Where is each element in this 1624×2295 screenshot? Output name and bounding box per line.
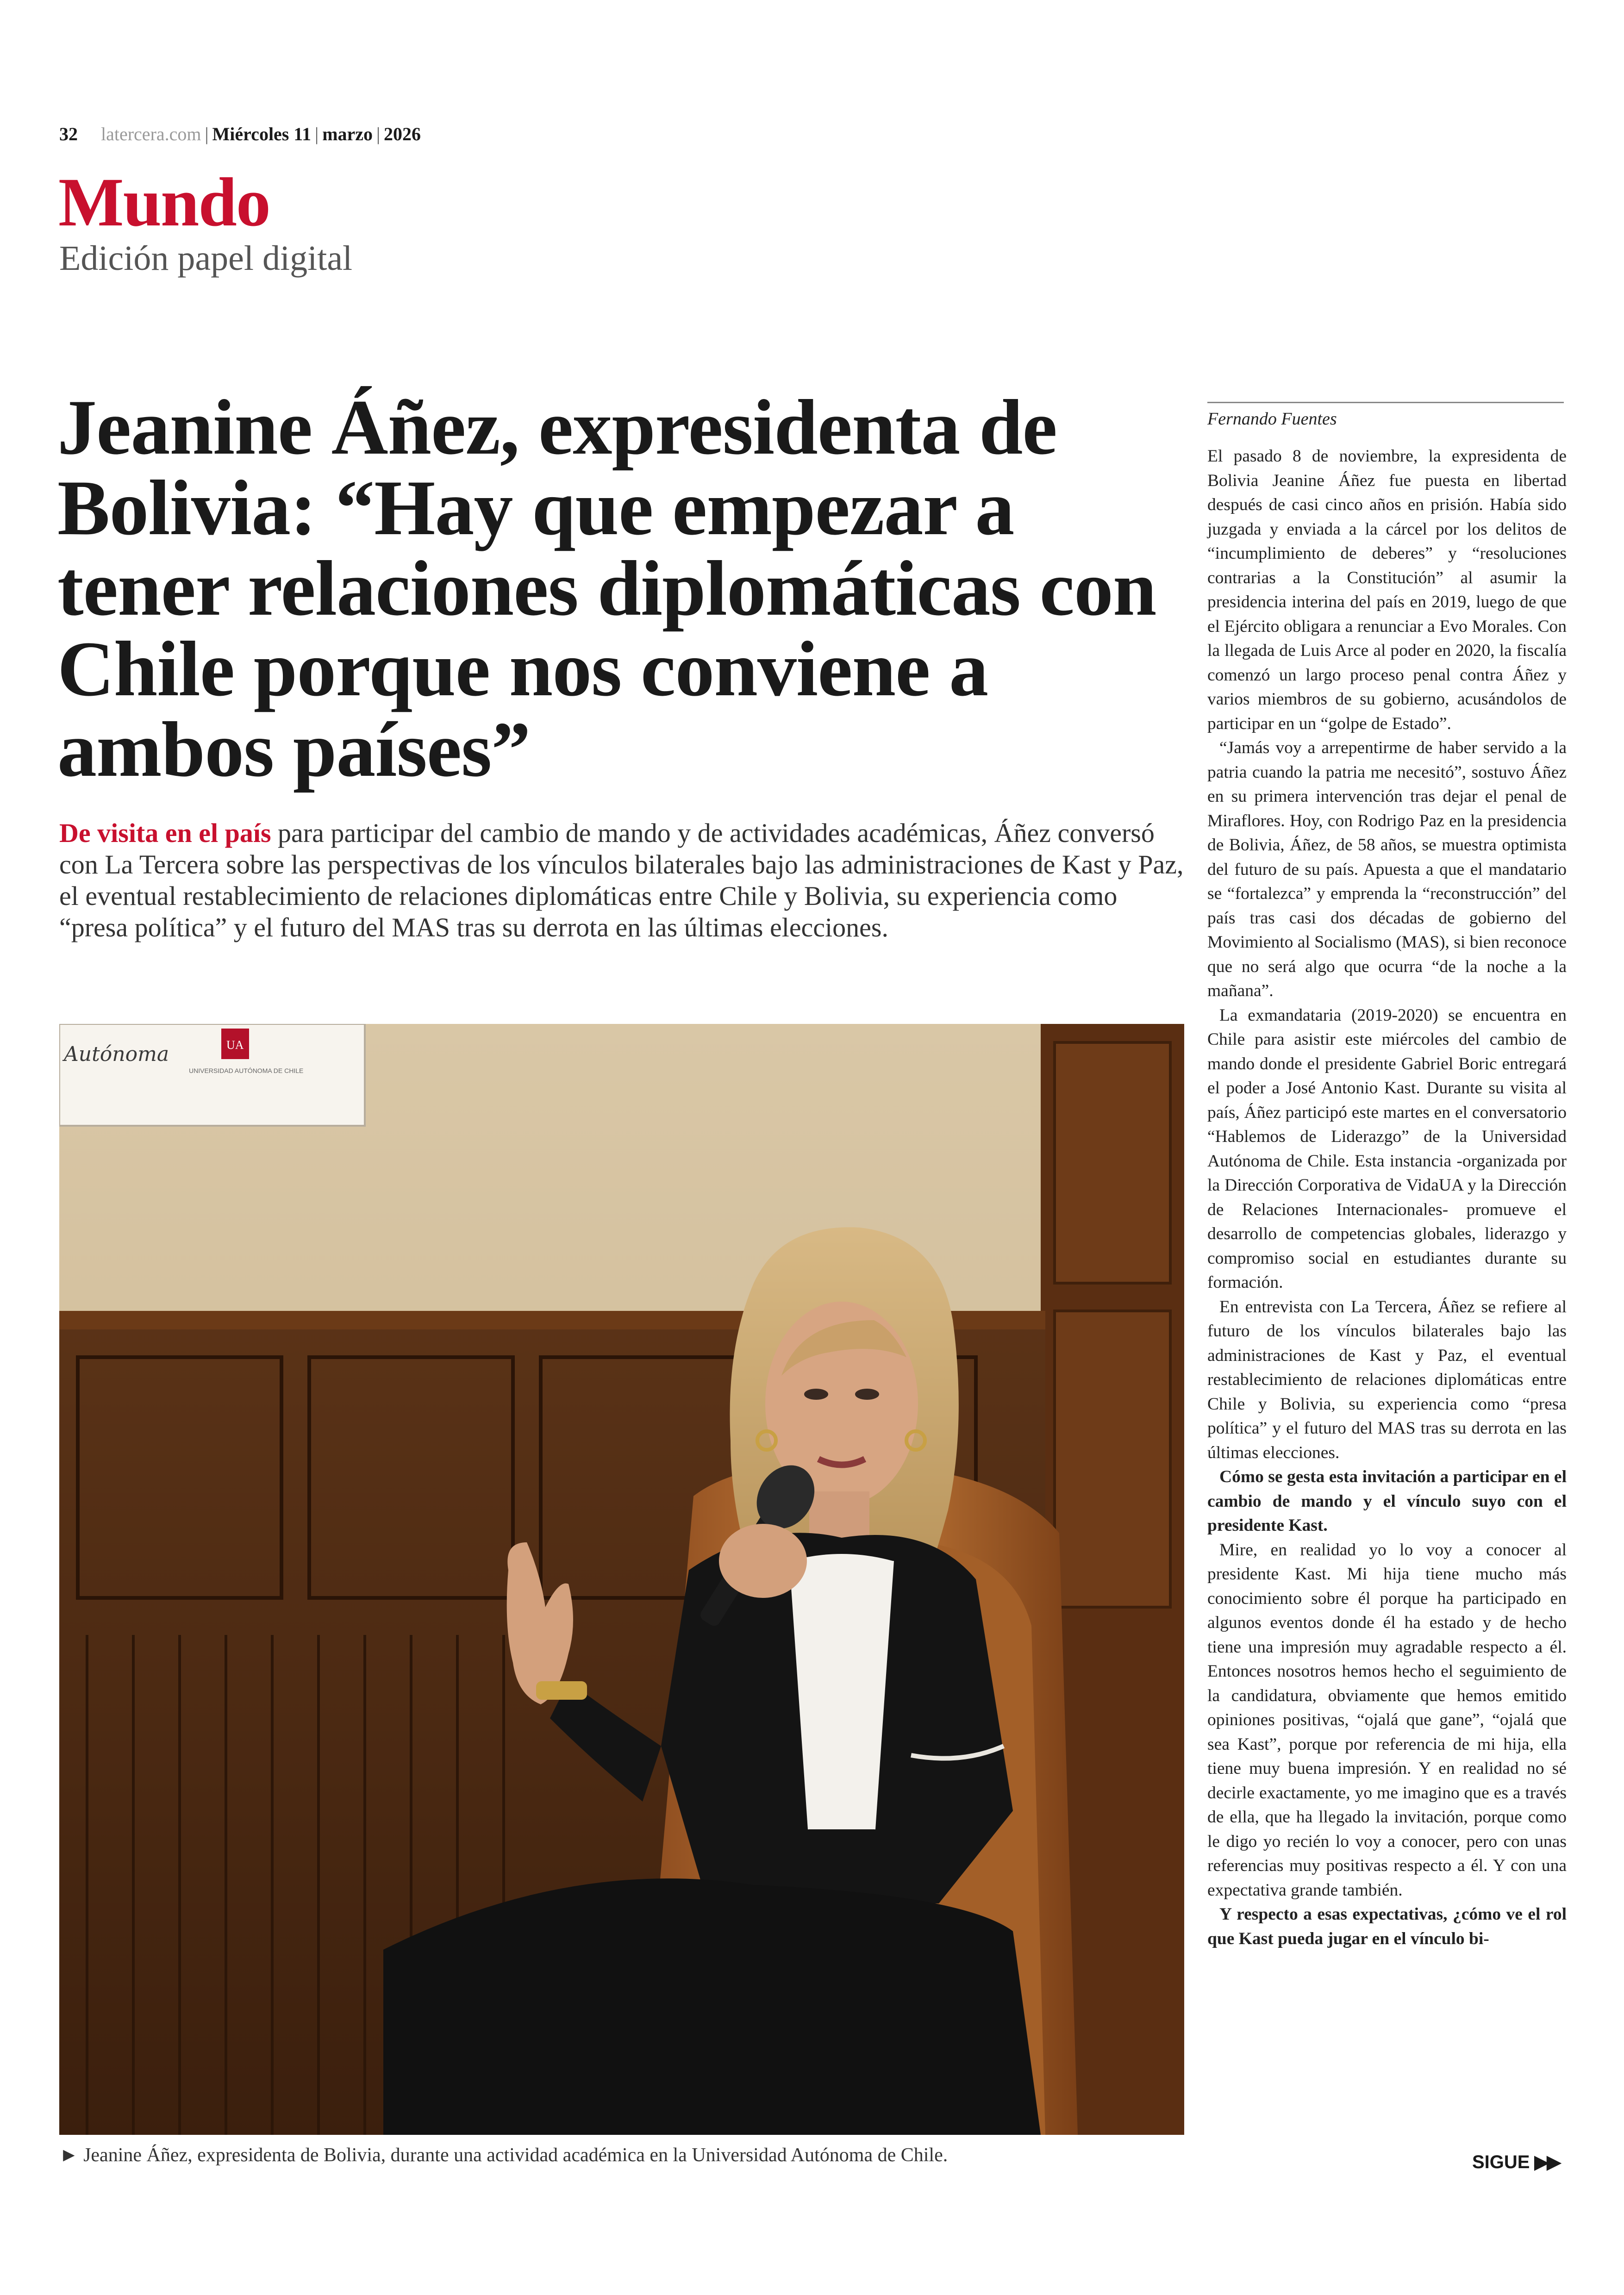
page-folio: 32 latercera.com | Miércoles 11 | marzo | 2026 (59, 124, 421, 144)
folio-month: marzo (322, 124, 373, 144)
sign-script: Autónoma (64, 1042, 169, 1066)
interview-answer: Mire, en realidad yo lo voy a conocer al presidente Kast. Mi hija tiene mucho más conocimiento sobre él porque ha participado en algunos eventos donde él ha estado y de hecho tiene una impresión muy agradable respecto a él. Entonces nosotros hemos hecho el seguimiento de la candidatura, obviamente que hemos emitido opiniones positivas, “ojalá que gane”, “ojalá que sea Kast”, porque por referencia de mi hija, ella tiene muy buena impresión. Y en realidad no sé decirle exactamente, yo me imagino que es a través de ella, que ha llegado la invitación, porque como le digo yo recién lo voy a conocer, pero con unas referencias muy positivas respecto a él. Y con una expectativa grande también. (1207, 1540, 1567, 1900)
section-title: Mundo (58, 164, 270, 241)
lede-kicker: De visita en el país (59, 818, 271, 848)
section-subtitle: Edición papel digital (59, 239, 353, 278)
body-paragraph: El pasado 8 de noviembre, la expresidenta de Bolivia Jeanine Áñez fue puesta en libertad después de casi cinco años en prisión. Había sido juzgada y enviada a la cárcel por los delitos de “incumplimiento de deberes” y “resoluciones contrarias a la Constitución” al asumir la presidencia interina del país en 2019, luego de que el Ejército obligara a renunciar a Evo Morales. Con la llegada de Luis Arce al poder en 2020, la fiscalía comenzó un largo proceso penal contra Áñez y varios miembros de su gobierno, acusándolos de participar en un “golpe de Estado”. (1207, 447, 1567, 733)
site-name[interactable]: latercera.com (101, 124, 201, 144)
byline: Fernando Fuentes (1207, 402, 1564, 429)
university-sign (59, 1024, 365, 1126)
continue-arrows-icon: ▶▶ (1534, 2152, 1560, 2172)
article-photo (59, 1024, 1184, 2135)
body-paragraph: En entrevista con La Tercera, Áñez se refiere al futuro de los vínculos bilaterales bajo las administraciones de Kast y Paz, el eventual restablecimiento de relaciones diplomáticas entre Chile y Bolivia, su experiencia como “presa política” y el futuro del MAS tras su derrota en las últimas elecciones. (1207, 1297, 1567, 1462)
article-lede (59, 817, 1189, 943)
article-headline: Jeanine Áñez, expresidenta de Bolivia: “Hay que empezar a tener relaciones diplomáticas con Chile porque nos conviene a ambos países” (57, 384, 1156, 793)
body-paragraph: “Jamás voy a arrepentirme de haber servido a la patria cuando la patria me necesitó”, sostuvo Áñez en su primera intervención tras dejar el penal de Miraflores. Hoy, con Rodrigo Paz en la presidencia de Bolivia, Áñez, de 58 años, se muestra optimista del futuro de su país. Apuesta a que el mandatario se “fortalezca” y emprenda la “reconstrucción” del país tras casi dos décadas de gobierno del Movimiento al Socialismo (MAS), si bien reconoce que no será algo que ocurra “de la noche a la mañana”. (1207, 738, 1567, 1000)
interview-question: Y respecto a esas expectativas, ¿cómo ve el rol que Kast pueda jugar en el vínculo bi- (1207, 1905, 1567, 1948)
folio-day: Miércoles 11 (212, 124, 312, 144)
photo-caption: ► Jeanine Áñez, expresidenta de Bolivia, durante una actividad académica en la Universidad Autónoma de Chile. (59, 2145, 948, 2166)
article-body (1207, 444, 1567, 1951)
page-number: 32 (59, 124, 78, 144)
lede-text: para participar del cambio de mando y de actividades académicas, Áñez conversó con La Tercera sobre las perspectivas de los vínculos bilaterales bajo las administraciones de Kast y Paz, el eventual restablecimiento de relaciones diplomáticas entre Chile y Bolivia, su experiencia como “presa política” y el futuro del MAS tras su derrota en las últimas elecciones. (59, 818, 1184, 942)
folio-year: 2026 (384, 124, 421, 144)
sign-logo: UA (226, 1038, 244, 1052)
body-paragraph: La exmandataria (2019-2020) se encuentra en Chile para asistir este miércoles del cambio de mando donde el presidente Gabriel Boric entregará el poder a José Antonio Kast. Durante su visita al país, Áñez participó este martes en el conversatorio “Hablemos de Liderazgo” de la Universidad Autónoma de Chile. Esta instancia -organizada por la Dirección Corporativa de VidaUA y la Dirección de Relaciones Internacionales- promueve el desarrollo de competencias globales, liderazgo y compromiso social en estudiantes durante su formación. (1207, 1005, 1567, 1292)
continue-label: SIGUE (1472, 2152, 1530, 2172)
sign-logo-caption: UNIVERSIDAD AUTÓNOMA DE CHILE (189, 1067, 304, 1074)
interview-question: Cómo se gesta esta invitación a participar en el cambio de mando y el vínculo suyo con el presidente Kast. (1207, 1467, 1567, 1535)
continue-link[interactable] (1472, 2152, 1559, 2173)
